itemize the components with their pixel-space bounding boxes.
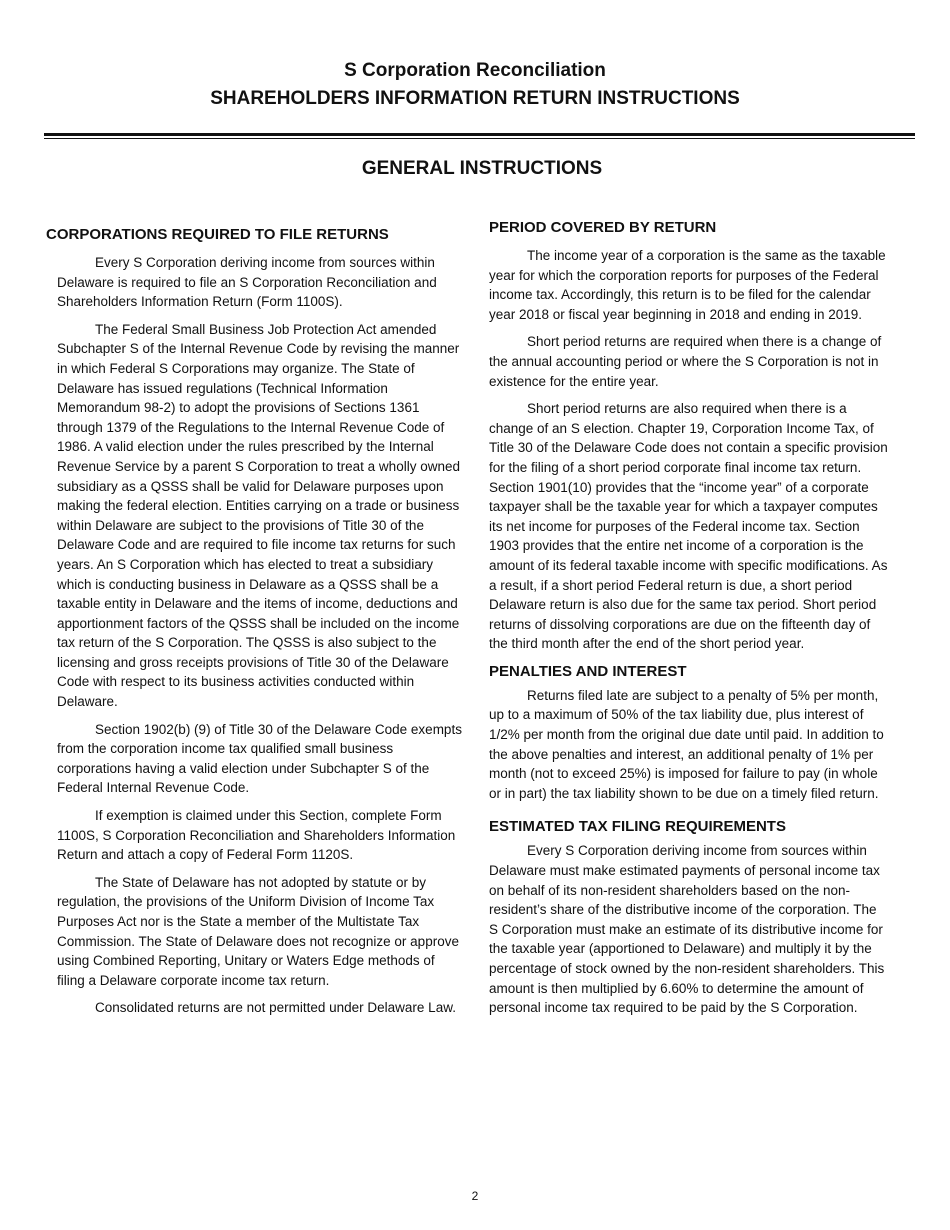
header-rule-thick	[44, 133, 915, 136]
heading-estimated-tax: ESTIMATED TAX FILING REQUIREMENTS	[489, 818, 786, 836]
section-title: GENERAL INSTRUCTIONS	[361, 158, 603, 179]
paragraph: The State of Delaware has not adopted by statute or by regulation, the provisions of the Uniform Division of Income Tax Purposes Act nor is the State a member of the Multistate Tax Commission. The State of Delaware does not recognize or approve using Combined Reporting, Unitary or Waters Edge methods of filing a Delaware corporate income tax return.	[57, 874, 459, 988]
left-column	[46, 218, 462, 1018]
heading-corporations-required: CORPORATIONS REQUIRED TO FILE RETURNS	[46, 226, 389, 243]
heading-period-covered: PERIOD COVERED BY RETURN	[489, 219, 717, 236]
paragraph: The income year of a corporation is the same as the taxable year for which the corporation reports for purposes of the Federal income tax. Accordingly, this return is to be filed for the calendar year 2018 or fiscal year beginning in 2018 and ending in 2019.	[489, 248, 886, 322]
paragraph: Returns filed late are subject to a penalty of 5% per month, up to a maximum of 50% of the tax liability due, plus interest of 1/2% per month from the original due date until paid. In addition to the above penalties and interest, an additional penalty of 1% per month (not to exceed 25%) is imposed for failure to pay (in whole or in part) the tax liability shown to be due on a timely filed return.	[489, 687, 884, 801]
paragraph: If exemption is claimed under this Section, complete Form 1100S, S Corporation Reconciliation and Shareholders Information Return and attach a copy of Federal Form 1120S.	[57, 808, 456, 863]
paragraph: Every S Corporation deriving income from sources within Delaware must make estimated payments of personal income tax on behalf of its non-resident shareholders based on the non-resident’s share of the distributive income of the corporation. The S Corporation must make an estimate of its distributive income for the taxable year (apportioned to Delaware) and multiply it by the percentage of stock owned by the non-resident shareholders. This amount is then multiplied by 6.60% to determine the amount of personal income tax required to be paid by the S Corporation.	[489, 843, 885, 1016]
paragraph: The Federal Small Business Job Protection Act amended Subchapter S of the Internal Revenue Code by revising the manner in which Federal S Corporations may organize. The State of Delaware has issued regulations (Technical Information Memorandum 98-2) to adopt the provisions of Sections 1361 through 1379 of the Regulations to the Internal Revenue Code of 1986. A valid election under the rules prescribed by the Internal Revenue Service by a parent S Corporation to treat a wholly owned subsidiary as a QSSS shall be valid for Delaware purposes upon making the federal election. Entities carrying on a trade or business within Delaware are subject to the provisions of Title 30 of the Delaware Code and are required to file income tax returns for such years. An S Corporation which has elected to treat a subsidiary which is conducting business in Delaware as a QSSS shall be a taxable entity in Delaware and the items of income, deductions and apportionment factors of the QSSS shall be included on the income tax return of the S Corporation. The QSSS is also subject to the licensing and gross receipts provisions of Title 30 of the Delaware Code with respect to its business activities conducted within Delaware.	[57, 321, 460, 710]
paragraph: Section 1902(b) (9) of Title 30 of the Delaware Code exempts from the corporation income tax qualified small business corporations having a valid election under Subchapter S of the Federal Internal Revenue Code.	[57, 721, 462, 796]
paragraph: Short period returns are required when there is a change of the annual accounting period or where the S Corporation is not in existence for the entire year.	[489, 334, 882, 389]
paragraph: Consolidated returns are not permitted under Delaware Law.	[95, 1000, 456, 1016]
header-rule-thin	[44, 138, 915, 139]
paragraph: Every S Corporation deriving income from sources within Delaware is required to file an S Corporation Reconciliation and Shareholders Information Return (Form 1100S).	[57, 255, 437, 310]
heading-penalties-interest: PENALTIES AND INTEREST	[489, 662, 687, 680]
right-column	[489, 218, 889, 1018]
page-number: 2	[471, 1189, 479, 1203]
document-subtitle: SHAREHOLDERS INFORMATION RETURN INSTRUCTIONS	[210, 88, 740, 109]
paragraph: Short period returns are also required when there is a change of an S election. Chapter 19, Corporation Income Tax, of Title 30 of the Delaware Code does not contain a specific provision for the filing of a short period corporate final income tax return. Section 1901(10) provides that the “income year” of a corporate taxpayer shall be the taxable year for which a taxpayer computes its net income for purposes of the Federal income tax. Section 1903 provides that the entire net income of a corporation is the amount of its federal taxable income with specific modifications. As a result, if a short period Federal return is due, a short period Delaware return is also due for the same tax period. Short period returns of dissolving corporations are due on the fifteenth day of the third month after the end of the short period year.	[489, 401, 888, 652]
document-title: S Corporation Reconciliation	[344, 60, 606, 81]
